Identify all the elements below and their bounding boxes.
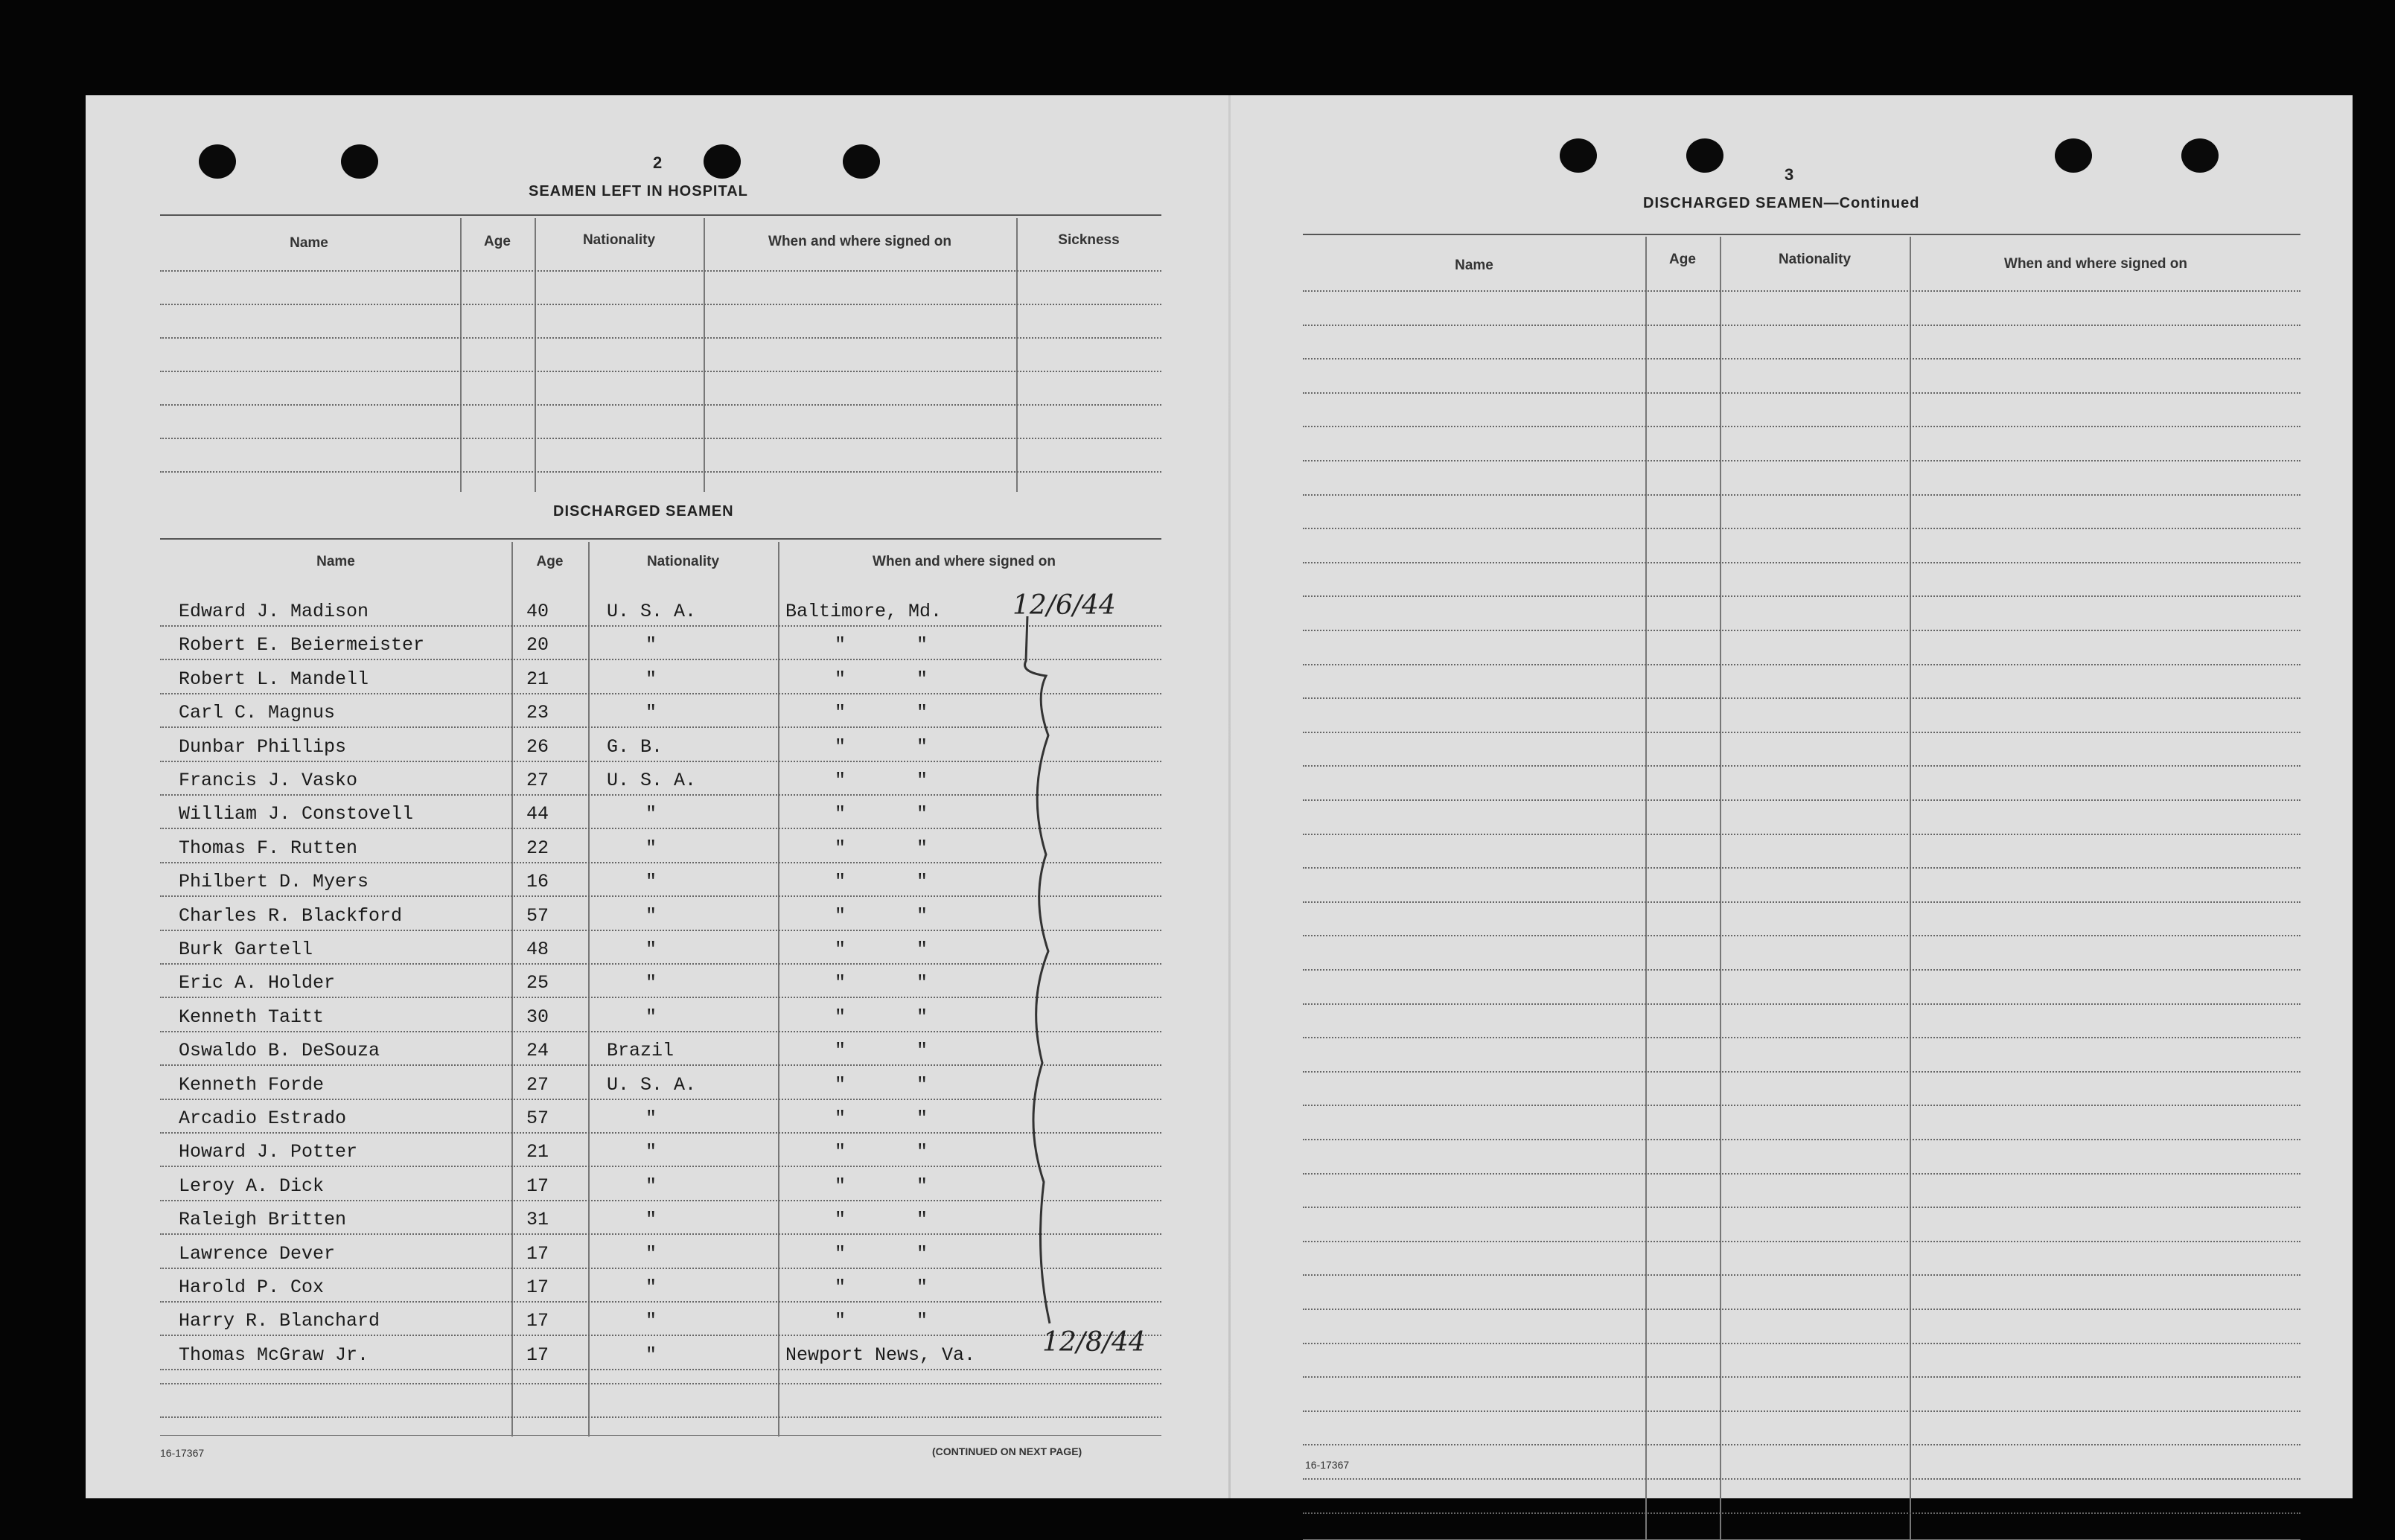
row-rule [160,1233,1161,1235]
punch-hole [199,144,236,179]
seaman-signed-on: " " [835,1074,958,1096]
seaman-age: 40 [526,601,549,622]
seaman-name: Leroy A. Dick [179,1175,325,1197]
seaman-age: 17 [526,1277,549,1298]
seaman-age: 25 [526,972,549,994]
seaman-name: Kenneth Forde [179,1074,325,1096]
seaman-nationality: " [645,1243,657,1265]
right-row-rule [1303,765,2300,767]
discharged-col-nationality: Nationality [646,554,720,569]
seaman-nationality: " [645,1344,657,1366]
right-row-rule [1303,664,2300,665]
discharged-table-top-rule [160,538,1161,540]
column-divider [1016,218,1018,492]
seaman-signed-on: " " [835,1006,958,1028]
seaman-nationality: " [645,1310,657,1332]
seaman-signed-on: " " [835,905,958,927]
row-rule [160,828,1161,829]
column-divider [535,218,536,492]
right-page-number: 3 [1785,165,1794,184]
right-col-signed-on: When and where signed on [2004,256,2187,272]
seaman-age: 22 [526,837,549,859]
seaman-signed-on: " " [835,634,958,656]
seaman-nationality: " [645,1209,657,1230]
row-rule [160,1416,1161,1418]
punch-hole [2181,138,2219,173]
punch-hole [341,144,378,179]
seaman-nationality: " [645,1006,657,1028]
punch-hole [1686,138,1723,173]
seaman-nationality: U. S. A. [607,601,697,622]
seaman-age: 21 [526,1141,549,1163]
hospital-col-age: Age [484,234,511,249]
right-row-rule [1303,494,2300,496]
seaman-name: Thomas McGraw Jr. [179,1344,369,1366]
seaman-name: Philbert D. Myers [179,871,369,892]
right-row-rule [1303,528,2300,529]
seaman-nationality: U. S. A. [607,1074,697,1096]
right-row-rule [1303,867,2300,869]
right-row-rule [1303,1003,2300,1005]
seaman-signed-on: " " [835,1277,958,1298]
hospital-row-line [160,438,1161,439]
hospital-row-line [160,337,1161,339]
seaman-name: Charles R. Blackford [179,905,403,927]
seaman-name: William J. Constovell [179,803,414,825]
seaman-name: Carl C. Magnus [179,702,336,723]
seaman-signed-on: " " [835,1243,958,1265]
discharged-col-signed-on: When and where signed on [873,554,1056,569]
right-row-rule [1303,935,2300,936]
right-row-rule [1303,697,2300,699]
seaman-age: 30 [526,1006,549,1028]
seaman-nationality: G. B. [607,736,663,758]
seaman-name: Arcadio Estrado [179,1108,347,1129]
seaman-age: 57 [526,905,549,927]
right-row-rule [1303,1105,2300,1106]
seaman-signed-on: " " [835,837,958,859]
seaman-signed-on: " " [835,702,958,723]
column-divider [460,218,462,492]
hospital-row-line [160,270,1161,272]
seaman-name: Kenneth Taitt [179,1006,325,1028]
seaman-nationality: U. S. A. [607,770,697,791]
seaman-nationality: " [645,871,657,892]
right-row-rule [1303,325,2300,326]
seaman-name: Robert E. Beiermeister [179,634,425,656]
seaman-nationality: " [645,1277,657,1298]
seaman-nationality: " [645,1175,657,1197]
row-rule [160,997,1161,998]
seaman-age: 26 [526,736,549,758]
right-section-title: DISCHARGED SEAMEN—Continued [1643,195,1920,211]
seaman-nationality: " [645,837,657,859]
seaman-signed-on: " " [835,1108,958,1129]
right-form-number: 16-17367 [1305,1459,1350,1471]
right-row-rule [1303,1173,2300,1175]
seaman-age: 57 [526,1108,549,1129]
seaman-signed-on: " " [835,1209,958,1230]
seaman-nationality: " [645,702,657,723]
seaman-name: Edward J. Madison [179,601,369,622]
seaman-name: Harry R. Blanchard [179,1310,380,1332]
seaman-age: 24 [526,1040,549,1061]
right-row-rule [1303,426,2300,427]
table-bottom-rule [160,1435,1161,1436]
hospital-col-sickness: Sickness [1058,232,1120,248]
seaman-age: 44 [526,803,549,825]
row-rule [160,1268,1161,1269]
row-rule [160,895,1161,897]
seaman-nationality: " [645,1108,657,1129]
seaman-signed-on: " " [835,770,958,791]
row-rule [160,1369,1161,1370]
seaman-nationality: " [645,939,657,960]
right-row-rule [1303,1444,2300,1445]
hospital-col-signed-on: When and where signed on [768,234,951,249]
seaman-age: 23 [526,702,549,723]
seaman-nationality: " [645,1141,657,1163]
seaman-name: Raleigh Britten [179,1209,347,1230]
hospital-table-top-rule [160,214,1161,216]
seaman-age: 17 [526,1310,549,1332]
right-row-rule [1303,732,2300,733]
seaman-name: Howard J. Potter [179,1141,358,1163]
right-row-rule [1303,1071,2300,1073]
right-row-rule [1303,562,2300,563]
hospital-col-name: Name [290,235,328,251]
seaman-name: Eric A. Holder [179,972,336,994]
seaman-name: Thomas F. Rutten [179,837,358,859]
seaman-age: 17 [526,1175,549,1197]
seaman-name: Oswaldo B. DeSouza [179,1040,380,1061]
seaman-signed-on: " " [835,939,958,960]
right-row-rule [1303,1410,2300,1412]
hospital-row-line [160,371,1161,372]
discharged-col-age: Age [536,554,564,569]
right-row-rule [1303,969,2300,971]
seaman-age: 16 [526,871,549,892]
seaman-signed-on: " " [835,871,958,892]
seaman-name: Lawrence Dever [179,1243,336,1265]
seaman-name: Francis J. Vasko [179,770,358,791]
punch-hole [843,144,880,179]
row-rule [160,930,1161,931]
right-row-rule [1303,1037,2300,1038]
seaman-signed-on: " " [835,1040,958,1061]
seaman-signed-on: " " [835,736,958,758]
right-row-rule [1303,1274,2300,1276]
seaman-name: Robert L. Mandell [179,668,369,690]
punch-hole [2055,138,2092,173]
seaman-signed-on: " " [835,1175,958,1197]
left-page-number: 2 [653,153,663,172]
seaman-age: 27 [526,770,549,791]
row-rule [160,862,1161,863]
seaman-name: Harold P. Cox [179,1277,325,1298]
row-rule [160,726,1161,728]
seaman-signed-on: " " [835,803,958,825]
right-row-rule [1303,630,2300,631]
row-rule [160,1335,1161,1336]
right-col-name: Name [1455,258,1493,273]
right-row-rule [1303,1309,2300,1310]
row-rule [160,625,1161,627]
hospital-row-line [160,304,1161,305]
handwritten-date-top: 12/6/44 [1012,590,1116,621]
seaman-signed-on: Newport News, Va. [785,1344,976,1366]
right-row-rule [1303,392,2300,394]
row-rule [160,659,1161,660]
right-row-rule [1303,595,2300,597]
row-rule [160,761,1161,762]
seaman-nationality: Brazil [607,1040,675,1061]
row-rule [160,1132,1161,1134]
row-rule [160,1166,1161,1167]
seaman-nationality: " [645,905,657,927]
seaman-age: 48 [526,939,549,960]
handwritten-bracket-line [1012,616,1087,1331]
hospital-section-title: SEAMEN LEFT IN HOSPITAL [529,183,748,199]
left-form-number: 16-17367 [160,1447,205,1459]
discharged-col-name: Name [316,554,355,569]
row-rule [160,1301,1161,1303]
seaman-name: Burk Gartell [179,939,313,960]
punch-hole [1560,138,1597,173]
right-row-rule [1303,460,2300,461]
right-row-rule [1303,834,2300,835]
right-row-rule [1303,290,2300,292]
row-rule [160,794,1161,796]
right-row-rule [1303,1241,2300,1242]
seaman-name: Dunbar Phillips [179,736,347,758]
continued-note: (CONTINUED ON NEXT PAGE) [932,1445,1082,1457]
row-rule [160,1031,1161,1032]
right-row-rule [1303,799,2300,801]
column-divider [704,218,705,492]
seaman-age: 17 [526,1243,549,1265]
right-row-rule [1303,1478,2300,1480]
seaman-nationality: " [645,668,657,690]
seaman-age: 31 [526,1209,549,1230]
right-table-top-rule [1303,234,2300,235]
row-rule [160,1200,1161,1201]
page-fold [1228,95,1231,1498]
seaman-age: 17 [526,1344,549,1366]
row-rule [160,1099,1161,1100]
right-row-rule [1303,1376,2300,1378]
record-sheet [86,95,2353,1498]
seaman-nationality: " [645,972,657,994]
right-row-rule [1303,1512,2300,1514]
seaman-age: 20 [526,634,549,656]
hospital-col-nationality: Nationality [582,232,656,248]
seaman-signed-on: " " [835,1310,958,1332]
seaman-age: 21 [526,668,549,690]
seaman-nationality: " [645,803,657,825]
seaman-signed-on: " " [835,1141,958,1163]
row-rule [160,963,1161,965]
punch-hole [704,144,741,179]
handwritten-date-bottom: 12/8/44 [1042,1327,1146,1358]
right-col-nationality: Nationality [1778,252,1852,267]
discharged-section-title: DISCHARGED SEAMEN [553,503,734,520]
right-row-rule [1303,1139,2300,1140]
seaman-age: 27 [526,1074,549,1096]
row-rule [160,693,1161,694]
seaman-signed-on: Baltimore, Md. [785,601,943,622]
hospital-row-line [160,404,1161,406]
right-col-age: Age [1669,252,1696,267]
right-row-rule [1303,358,2300,360]
seaman-nationality: " [645,634,657,656]
row-rule [160,1064,1161,1066]
right-row-rule [1303,901,2300,903]
row-rule [160,1383,1161,1384]
right-row-rule [1303,1207,2300,1208]
right-row-rule [1303,1343,2300,1344]
hospital-row-line [160,471,1161,473]
seaman-signed-on: " " [835,972,958,994]
seaman-signed-on: " " [835,668,958,690]
